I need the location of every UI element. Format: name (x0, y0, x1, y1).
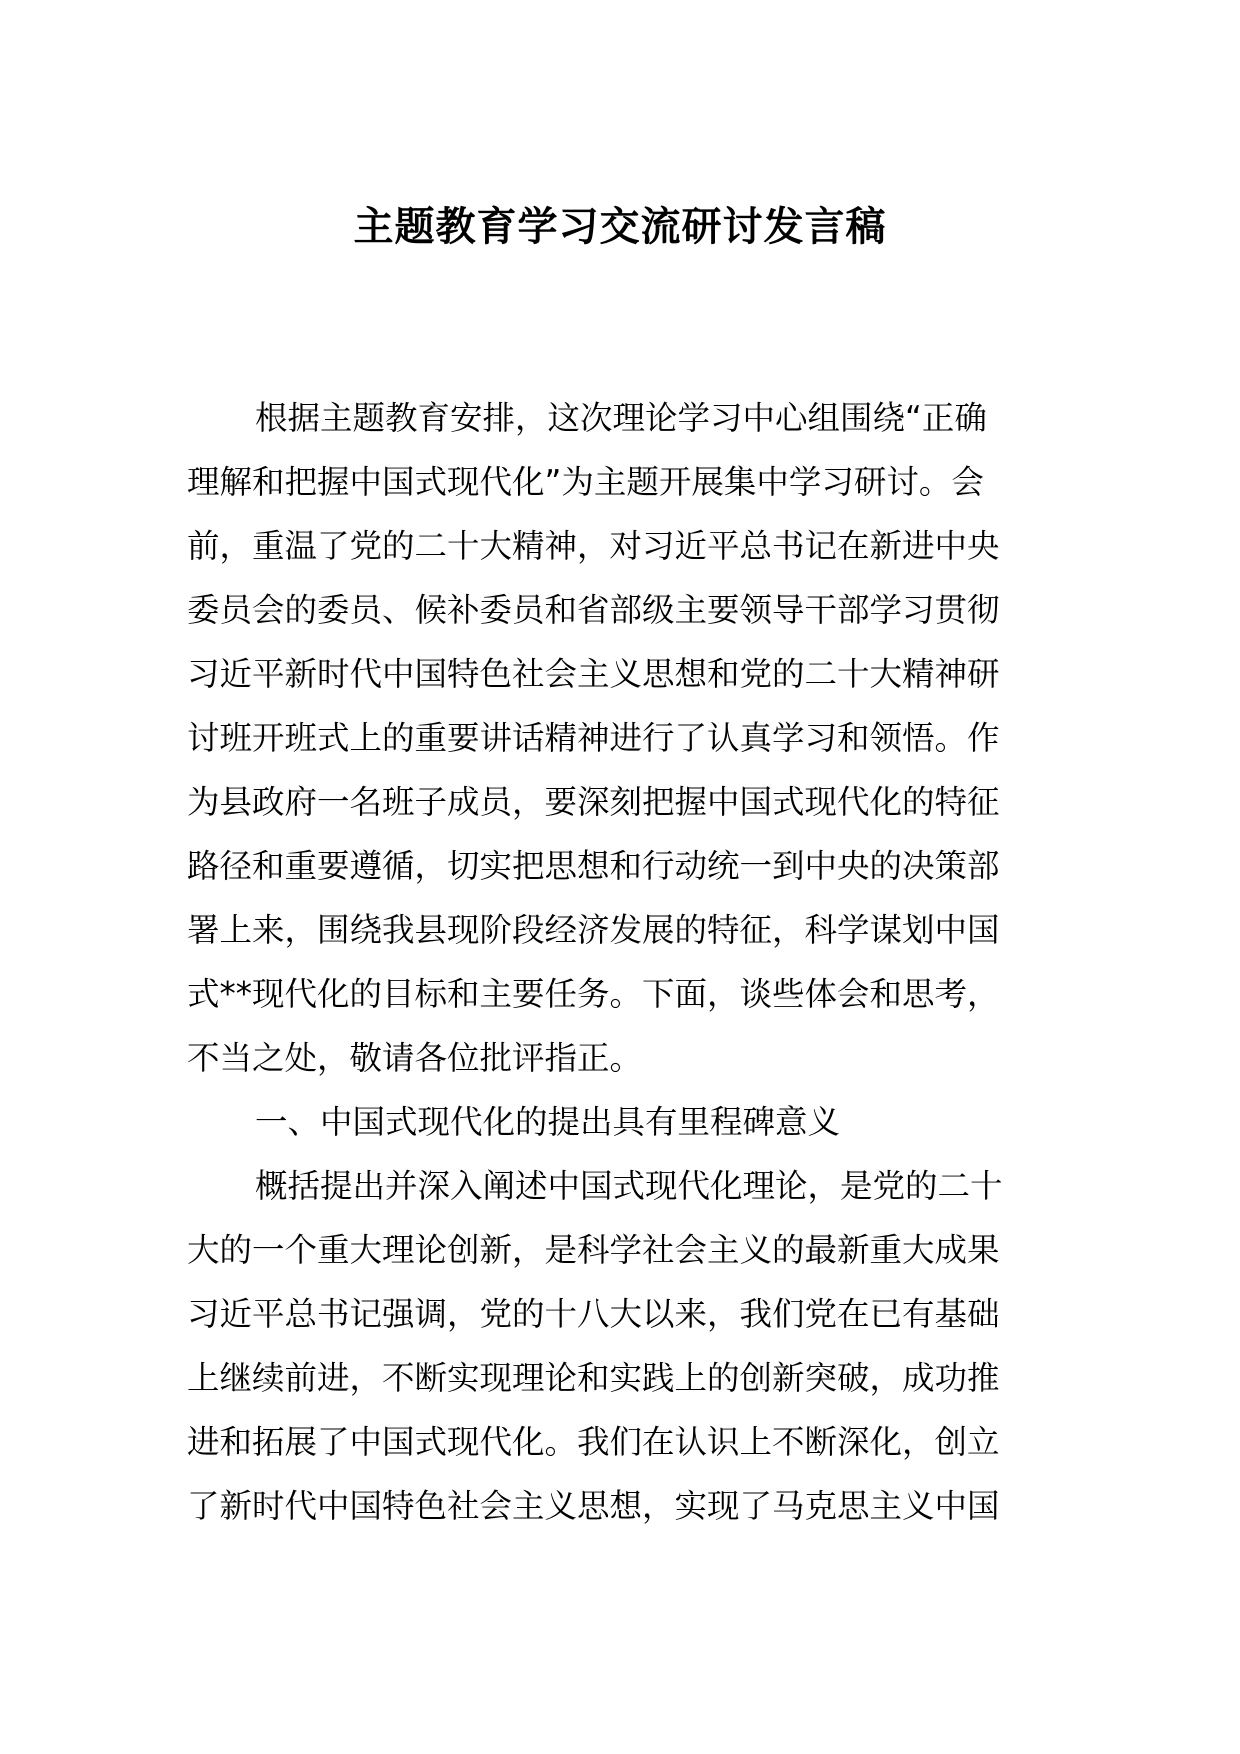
paragraph-line: 委员会的委员、候补委员和省部级主要领导干部学习贯彻 (187, 591, 1000, 629)
paragraph-line: 为县政府一名班子成员，要深刻把握中国式现代化的特征 (187, 783, 1000, 821)
paragraph-line: 大的一个重大理论创新，是科学社会主义的最新重大成果 (187, 1231, 1000, 1269)
paragraph-line: 根据主题教育安排，这次理论学习中心组围绕“正确 (255, 399, 987, 437)
paragraph-line: 不当之处，敬请各位批评指正。 (187, 1039, 643, 1077)
paragraph-line: 署上来，围绕我县现阶段经济发展的特征，科学谋划中国 (187, 911, 1000, 949)
paragraph-line: 讨班开班式上的重要讲话精神进行了认真学习和领悟。作 (187, 719, 1000, 757)
document-title: 主题教育学习交流研讨发言稿 (353, 204, 887, 250)
paragraph-line: 前，重温了党的二十大精神，对习近平总书记在新进中央 (187, 527, 1000, 565)
section-heading: 一、中国式现代化的提出具有里程碑意义 (255, 1103, 841, 1141)
paragraph-line: 理解和把握中国式现代化”为主题开展集中学习研讨。会 (187, 463, 984, 501)
paragraph-line: 路径和重要遵循，切实把思想和行动统一到中央的决策部 (187, 847, 1000, 885)
paragraph-line: 上继续前进，不断实现理论和实践上的创新突破，成功推 (187, 1359, 1000, 1397)
paragraph-line: 概括提出并深入阐述中国式现代化理论，是党的二十 (255, 1167, 1003, 1205)
paragraph-line: 式**现代化的目标和主要任务。下面，谈些体会和思考， (187, 975, 1000, 1013)
paragraph-line: 习近平总书记强调，党的十八大以来，我们党在已有基础 (187, 1295, 1000, 1333)
document-body (187, 386, 1053, 1538)
paragraph-line: 习近平新时代中国特色社会主义思想和党的二十大精神研 (187, 655, 1000, 693)
paragraph-line: 进和拓展了中国式现代化。我们在认识上不断深化，创立 (187, 1423, 1000, 1461)
paragraph-line: 了新时代中国特色社会主义思想，实现了马克思主义中国 (187, 1487, 1000, 1525)
